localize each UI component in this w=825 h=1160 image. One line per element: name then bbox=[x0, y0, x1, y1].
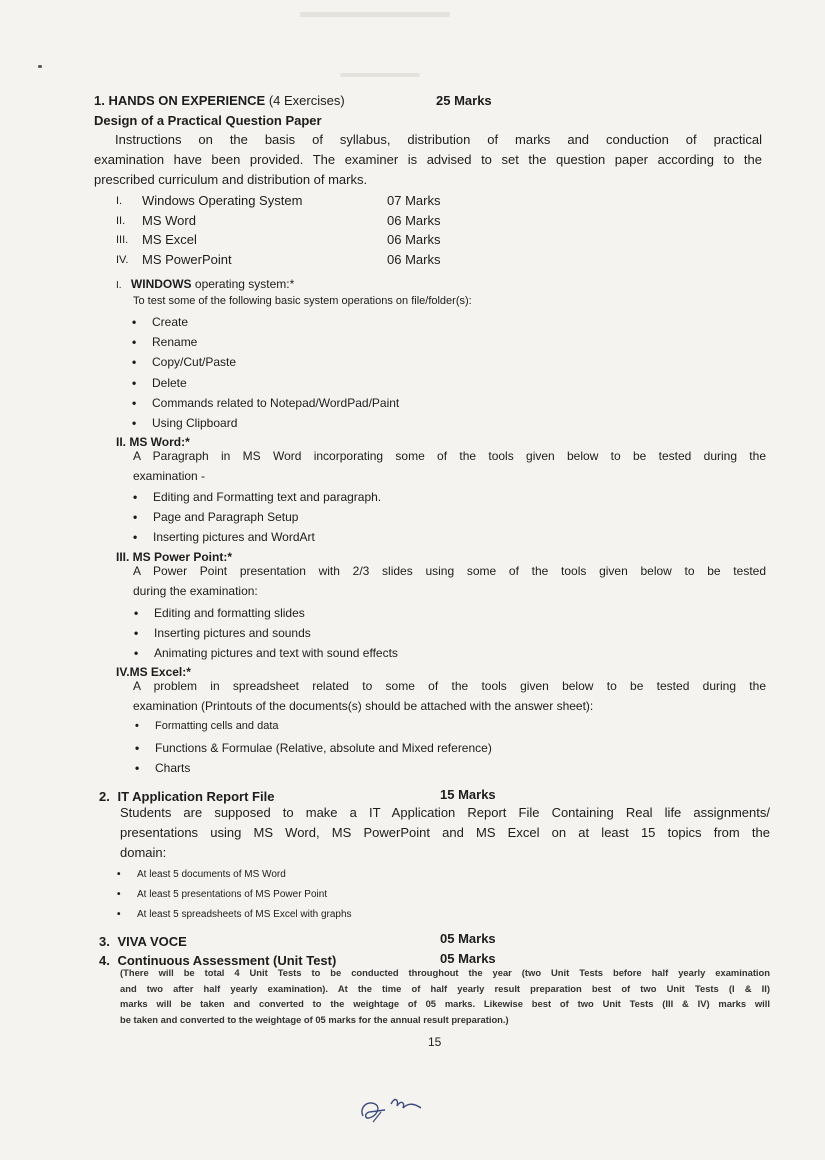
section3-heading bbox=[99, 934, 187, 949]
scan-artifact bbox=[340, 73, 420, 77]
section1-number: 1. bbox=[94, 93, 105, 108]
list-item: • Page and Paragraph Setup bbox=[153, 510, 381, 530]
list-item: • Charts bbox=[155, 761, 492, 782]
section3-title: VIVA VOCE bbox=[117, 934, 187, 949]
distribution-roman: III. bbox=[116, 234, 129, 246]
list-item: • Inserting pictures and sounds bbox=[154, 626, 398, 646]
list-item: • Editing and formatting slides bbox=[154, 606, 398, 626]
scan-artifact bbox=[300, 12, 450, 17]
section1-note: (4 Exercises) bbox=[268, 93, 345, 108]
section2-heading bbox=[99, 789, 274, 804]
powerpoint-heading: III. MS Power Point:* bbox=[116, 550, 233, 564]
list-item: • At least 5 spreadsheets of MS Excel with graphs bbox=[137, 909, 352, 929]
list-item: • Functions & Formulae (Relative, absolute and Mixed reference) bbox=[155, 741, 492, 762]
section4-heading bbox=[99, 953, 336, 968]
list-item: • Animating pictures and text with sound effects bbox=[154, 646, 398, 666]
distribution-roman: I. bbox=[116, 195, 123, 207]
excel-items-list bbox=[155, 720, 492, 782]
list-item: • Delete bbox=[152, 376, 399, 396]
section4-note bbox=[120, 967, 770, 1029]
intro-line: prescribed curriculum and distribution of marks. bbox=[94, 172, 368, 187]
list-item: • Using Clipboard bbox=[152, 416, 399, 436]
distribution-name: MS Excel bbox=[142, 232, 197, 247]
distribution-name: MS PowerPoint bbox=[142, 251, 232, 267]
section2-description bbox=[120, 805, 770, 865]
distribution-marks: 07 Marks bbox=[387, 193, 441, 208]
note-line: be taken and converted to the weightage of 05 marks for the annual result preparation.) bbox=[120, 1013, 509, 1025]
word-description bbox=[133, 449, 766, 489]
distribution-marks: 06 Marks bbox=[387, 232, 441, 247]
windows-heading-bold: WINDOWS bbox=[130, 277, 192, 291]
description-line: A Power Point presentation with 2/3 slides using some of the tools given below to be tested bbox=[133, 564, 766, 578]
distribution-roman: II. bbox=[116, 214, 126, 227]
section1-heading bbox=[94, 93, 345, 108]
list-item: • At least 5 presentations of MS Power Point bbox=[137, 889, 352, 909]
section4-marks: 05 Marks bbox=[440, 951, 496, 966]
scan-artifact bbox=[38, 65, 42, 68]
intro-line: Instructions on the basis of syllabus, distribution of marks and conduction of practical bbox=[115, 132, 762, 147]
description-line: domain: bbox=[120, 845, 167, 860]
handwritten-initials bbox=[355, 1088, 435, 1128]
powerpoint-description bbox=[133, 564, 766, 604]
word-items-list bbox=[153, 490, 381, 551]
section3-marks: 05 Marks bbox=[440, 931, 496, 946]
list-item: • Formatting cells and data bbox=[155, 720, 492, 741]
intro-paragraph bbox=[94, 132, 762, 192]
distribution-roman: IV. bbox=[116, 253, 129, 266]
page-number: 15 bbox=[428, 1035, 442, 1049]
excel-description bbox=[133, 679, 766, 719]
description-line: A Paragraph in MS Word incorporating some of the tools given below to be tested during the bbox=[133, 449, 766, 463]
design-heading: Design of a Practical Question Paper bbox=[94, 113, 322, 128]
description-line: presentations using MS Word, MS PowerPoint and MS Excel on at least 15 topics from the bbox=[120, 825, 770, 840]
distribution-name: MS Word bbox=[142, 212, 196, 228]
section4-title: Continuous Assessment (Unit Test) bbox=[117, 953, 337, 968]
distribution-marks: 06 Marks bbox=[387, 251, 441, 267]
windows-heading-number: I. bbox=[116, 280, 122, 291]
section2-number: 2. bbox=[99, 789, 110, 804]
list-item: • Copy/Cut/Paste bbox=[152, 355, 399, 375]
section2-marks: 15 Marks bbox=[440, 787, 496, 802]
excel-heading: IV.MS Excel:* bbox=[116, 665, 191, 679]
intro-line: examination have been provided. The examiner is advised to set the question paper according to the bbox=[94, 152, 762, 167]
description-line: examination (Printouts of the documents(s) should be attached with the answer sheet): bbox=[133, 699, 594, 713]
list-item: • Rename bbox=[152, 335, 399, 355]
section4-number: 4. bbox=[99, 953, 110, 968]
note-line: (There will be total 4 Unit Tests to be conducted throughout the year (two Unit Tests before half yearly examination bbox=[120, 967, 770, 978]
distribution-marks: 06 Marks bbox=[387, 212, 441, 228]
windows-items-list bbox=[152, 315, 399, 436]
distribution-name: Windows Operating System bbox=[142, 193, 303, 208]
section1-marks: 25 Marks bbox=[436, 93, 492, 108]
windows-heading bbox=[116, 277, 294, 291]
list-item: • At least 5 documents of MS Word bbox=[137, 869, 352, 889]
powerpoint-items-list bbox=[154, 606, 398, 666]
section2-items-list bbox=[137, 869, 352, 929]
description-line: Students are supposed to make a IT Application Report File Containing Real life assignments/ bbox=[120, 805, 770, 820]
list-item: • Editing and Formatting text and paragraph. bbox=[153, 490, 381, 510]
section1-title: HANDS ON EXPERIENCE bbox=[108, 93, 266, 108]
word-heading: II. MS Word:* bbox=[116, 435, 190, 449]
section3-number: 3. bbox=[99, 934, 110, 949]
description-line: during the examination: bbox=[133, 584, 258, 598]
note-line: and two after half yearly examination). At the time of half yearly result preparation best of two Unit Tests (I & II) bbox=[120, 982, 770, 994]
windows-heading-rest: operating system:* bbox=[194, 277, 295, 291]
section2-title: IT Application Report File bbox=[117, 789, 275, 804]
description-line: A problem in spreadsheet related to some of the tools given below to be tested during the bbox=[133, 679, 766, 693]
list-item: • Create bbox=[152, 315, 399, 335]
note-line: marks will be taken and converted to the weightage of 05 marks. Likewise best of two Unit Tests (III & IV) marks will bbox=[120, 998, 770, 1009]
list-item: • Commands related to Notepad/WordPad/Paint bbox=[152, 396, 399, 416]
description-line: examination - bbox=[133, 469, 206, 483]
windows-description: To test some of the following basic system operations on file/folder(s): bbox=[133, 295, 472, 307]
list-item: • Inserting pictures and WordArt bbox=[153, 530, 381, 550]
